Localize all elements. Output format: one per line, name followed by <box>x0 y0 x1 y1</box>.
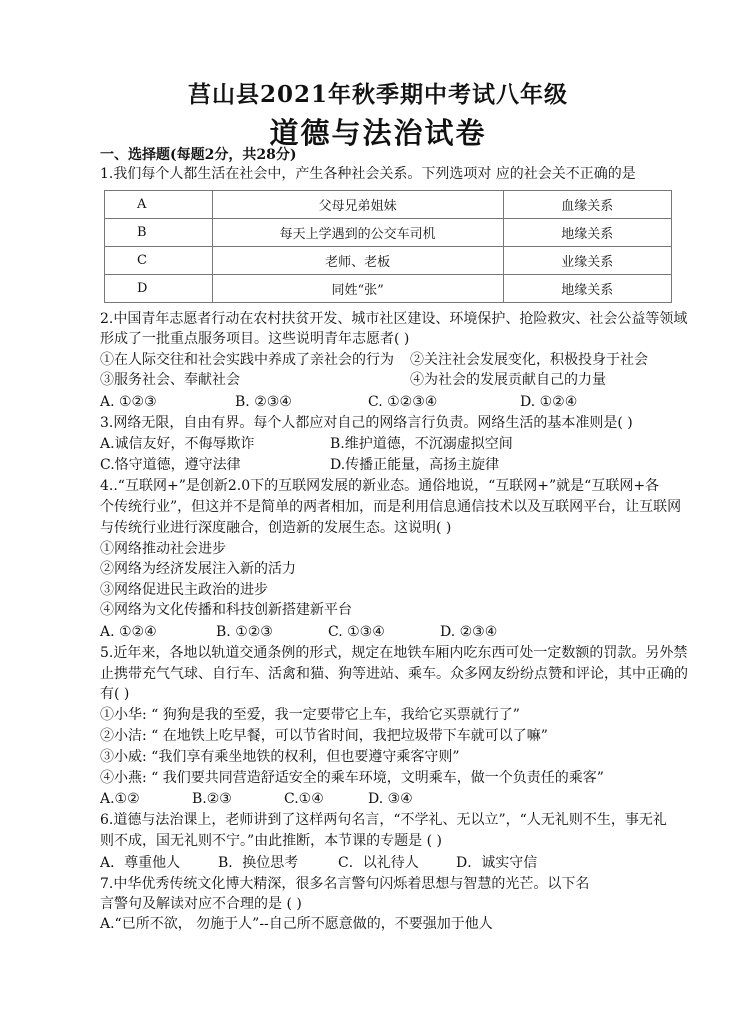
q7-stem-line2: 言警句及解读对应不合理的是 ( ) <box>100 896 302 912</box>
table-cell: 业缘关系 <box>503 247 672 275</box>
q2-option-a: A. ①②③ <box>100 394 157 410</box>
table-cell: 父母兄弟姐妹 <box>212 191 503 219</box>
q2-stem-line1: 2.中国青年志愿者行动在农村扶贫开发、城市社区建设、环境保护、抢险救灾、社会公益等领域 <box>100 311 688 327</box>
q5-stem-line1: 5.近年来，各地以轨道交通条例的形式，规定在地铁车厢内吃东西可处一定数额的罚款。另外禁 <box>100 645 688 661</box>
q3-option-a: A.诚信友好，不侮辱欺诈 <box>100 436 255 452</box>
q7-stem-line1: 7.中华优秀传统文化博大精深，很多名言警句闪烁着思想与智慧的光芒。以下名 <box>100 876 590 892</box>
q5-stem-line2: 止携带充气气球、自行车、活禽和猫、狗等进站、乘车。众多网友纷纷点赞和评论，其中正确的 <box>100 666 688 682</box>
q3-stem: 3.网络无限，自由有界。每个人都应对自己的网络言行负责。网络生活的基本准则是( ) <box>100 415 633 431</box>
section-heading: 一、选择题(每题2分，共28分) <box>100 147 297 163</box>
table-row <box>105 219 672 247</box>
q6-option-d: D．诚实守信 <box>456 855 538 871</box>
table-cell: 血缘关系 <box>503 191 672 219</box>
q3-option-c: C.恪守道德，遵守法律 <box>100 457 241 473</box>
q4-option-c: C. ①③④ <box>328 624 385 640</box>
q4-item3: ③网络促进民主政治的进步 <box>100 582 268 598</box>
q4-item4: ④网络为文化传播和科技创新搭建新平台 <box>100 602 352 618</box>
q2-option-b: B. ②③④ <box>235 394 292 410</box>
q7-option-a: A.“已所不欲， 勿施于人”--自己所不愿意做的，不要强加于他人 <box>100 916 493 932</box>
q2-item3: ③服务社会、奉献社会 <box>100 372 240 388</box>
q4-option-b: B. ①②③ <box>216 624 273 640</box>
q5-option-d: D. ③④ <box>368 791 413 807</box>
q5-stem-line3: 有( ) <box>100 686 130 702</box>
q4-item2: ②网络为经济发展注入新的活力 <box>100 561 296 577</box>
q5-option-c: C.①④ <box>284 791 324 807</box>
q5-option-a: A.①② <box>100 791 140 807</box>
exam-title-line1: 莒山县2021年秋季期中考试八年级 <box>187 81 568 108</box>
q5-option-b: B.②③ <box>192 791 232 807</box>
table-cell: 老师、老板 <box>212 247 503 275</box>
q2-items-row1 <box>100 350 700 370</box>
q4-option-d: D. ②③④ <box>440 624 498 640</box>
q5-item4: ④小燕: “ 我们要共同营造舒适安全的乘车环境，文明乘车，做一个负责任的乘客” <box>100 770 604 786</box>
table-cell: B <box>105 219 213 247</box>
table-cell: 每天上学遇到的公交车司机 <box>212 219 503 247</box>
table-cell: 地缘关系 <box>503 275 672 303</box>
q6-option-c: C．以礼待人 <box>338 855 419 871</box>
q2-item4: ④为社会的发展贡献自己的力量 <box>410 372 606 388</box>
table-cell: 地缘关系 <box>503 219 672 247</box>
q4-option-a: A. ①②④ <box>100 624 157 640</box>
q5-item3: ③小威: “我们享有乘坐地铁的权利，但也要遵守乘客守则” <box>100 749 460 765</box>
table-row <box>105 191 672 219</box>
table-row <box>105 247 672 275</box>
q6-stem-line1: 6.道德与法治课上，老师讲到了这样两句名言，“不学礼、无以立”，“人无礼则不生，事无礼 <box>100 812 667 828</box>
q2-option-d: D. ①②④ <box>520 394 578 410</box>
q4-stem-line1: 4..“互联网+”是创新2.0下的互联网发展的新业态。通俗地说，“互联网+”就是“互联网+各 <box>100 478 660 494</box>
q2-item1: ①在人际交往和社会实践中养成了亲社会的行为 <box>100 352 394 368</box>
q2-items-row2 <box>100 370 700 390</box>
q6-option-b: B．换位思考 <box>218 855 299 871</box>
table-cell: 同姓“张” <box>212 275 503 303</box>
q4-stem-line2: 个传统行业”，但这并不是简单的两者相加，而是利用信息通信技术以及互联网平台，让互联网 <box>100 499 682 515</box>
table-cell: A <box>105 191 213 219</box>
q5-item2: ②小洁: “ 在地铁上吃早餐，可以节省时间，我把垃圾带下车就可以了嘛” <box>100 728 548 744</box>
q1-stem: 1.我们每个人都生活在社会中，产生各种社会关系。下列选项对 应的社会关不正确的是 <box>100 166 636 182</box>
q5-item1: ①小华: “ 狗狗是我的至爱，我一定要带它上车，我给它买票就行了” <box>100 707 520 723</box>
q4-item1: ①网络推动社会进步 <box>100 541 226 557</box>
q3-option-d: D.传播正能量，高扬主旋律 <box>330 457 500 473</box>
exam-title-line2: 道德与法治试卷 <box>269 116 487 150</box>
table-cell: C <box>105 247 213 275</box>
relation-table <box>104 190 672 303</box>
q6-stem-line2: 则不成，国无礼则不宁。”由此推断，本节课的专题是 ( ) <box>100 833 442 849</box>
q2-item2: ②关注社会发展变化，积极投身于社会 <box>410 352 648 368</box>
q2-option-c: C. ①②③④ <box>368 394 438 410</box>
q2-stem-line2: 形成了一批重点服务项目。这些说明青年志愿者( ) <box>100 331 410 347</box>
q6-option-a: A．尊重他人 <box>100 855 181 871</box>
table-cell: D <box>105 275 213 303</box>
q3-option-b: B.维护道德，不沉溺虚拟空间 <box>330 436 513 452</box>
q4-stem-line3: 与传统行业进行深度融合，创造新的发展生态。这说明( ) <box>100 520 452 536</box>
table-row <box>105 275 672 303</box>
